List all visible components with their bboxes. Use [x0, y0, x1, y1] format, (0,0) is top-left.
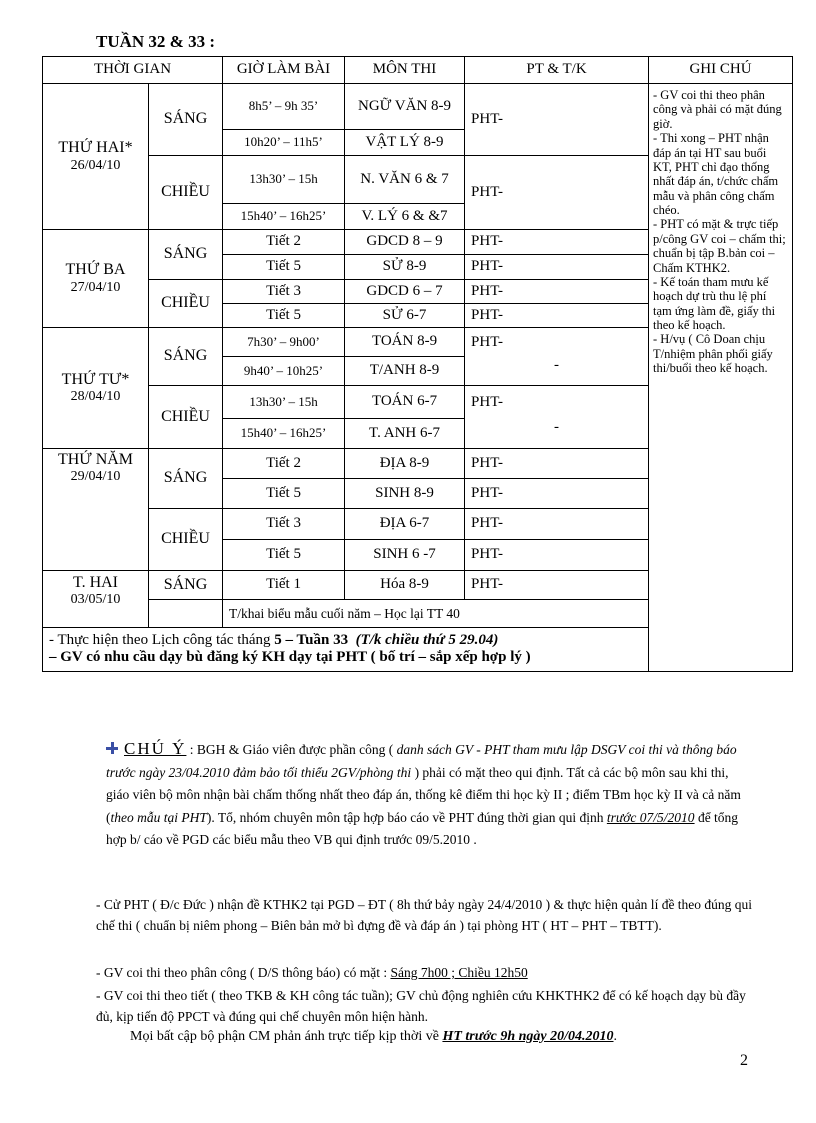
plus-bullet-icon	[106, 742, 118, 754]
time-cell: Tiết 3	[223, 280, 345, 304]
subject-cell: SỬ 6-7	[345, 304, 465, 328]
chu-y-label: CHÚ Ý	[124, 739, 187, 758]
pt-cell: PHT-	[465, 540, 649, 571]
subject-cell: N. VĂN 6 & 7	[345, 156, 465, 204]
pt-cell: PHT-	[465, 84, 649, 156]
pt-cell: PHT-	[465, 156, 649, 230]
footer-line-1: - Thực hiện theo Lịch công tác tháng 5 – Tuần 33 (T/k chiều thứ 5 29.04)	[49, 632, 499, 648]
session-cell: SÁNG	[149, 449, 223, 509]
subject-cell: NGỮ VĂN 8-9	[345, 84, 465, 130]
subject-cell: V. LÝ 6 & &7	[345, 204, 465, 230]
header-subject: MÔN THI	[345, 57, 465, 84]
footer-cell	[43, 628, 649, 672]
note-item: - PHT có mặt & trực tiếp p/công GV coi – chấm thi; chuẩn bị tập B.bản coi –Chấm KTHK2.	[653, 217, 786, 275]
table-header-row	[43, 57, 793, 84]
session-cell: CHIỀU	[149, 509, 223, 571]
pt-cell: -	[465, 357, 649, 386]
session-cell: SÁNG	[149, 571, 223, 600]
note-paragraph-makeup: - GV coi thi theo tiết ( theo TKB & KH công tác tuần); GV chủ động nghiên cứu KHKTHK2 để có kế hoạch dạy bù đầy đủ, kịp tiến độ PPCT và đúng qui chế chuyên môn hiện hành.	[96, 988, 746, 1024]
note-paragraph-report: Mọi bất cập bộ phận CM phản ánh trực tiếp kịp thời về HT trước 9h ngày 20/04.2010.	[130, 1029, 618, 1044]
time-cell: 15h40’ – 16h25’	[223, 204, 345, 230]
time-cell: Tiết 5	[223, 540, 345, 571]
header-pt: PT & T/K	[465, 57, 649, 84]
time-cell: 9h40’ – 10h25’	[223, 357, 345, 386]
pt-cell: PHT-	[465, 449, 649, 479]
page-number: 2	[740, 1052, 748, 1069]
session-cell: CHIỀU	[149, 280, 223, 328]
pt-cell: PHT-	[465, 571, 649, 600]
note-paragraph-exam-papers: - Cử PHT ( Đ/c Đức ) nhận đề KTHK2 tại PGD – ĐT ( 8h thứ bảy ngày 24/4/2010 ) & thực hiện quản lí đề theo đúng qui chế thi ( chuẩn bị niêm phong – Biên bản mở bì đựng đề và đáp án ) tại phòng HT ( HT – PHT – TBTT).	[96, 897, 753, 933]
table-row	[43, 84, 793, 130]
time-cell: Tiết 2	[223, 449, 345, 479]
extra-task-cell: T/khai biểu mẫu cuối năm – Học lại TT 40	[223, 600, 649, 628]
header-time: THỜI GIAN	[43, 57, 223, 84]
subject-cell: TOÁN 8-9	[345, 328, 465, 357]
subject-cell: VẬT LÝ 8-9	[345, 130, 465, 156]
time-cell: Tiết 2	[223, 230, 345, 255]
footer-line-2: – GV có nhu cầu dạy bù đăng ký KH dạy tại PHT ( bố trí – sắp xếp hợp lý )	[49, 649, 531, 666]
session-cell: CHIỀU	[149, 386, 223, 449]
day-cell: THỨ TƯ* 28/04/10	[43, 328, 149, 449]
time-cell: Tiết 5	[223, 255, 345, 280]
subject-cell: SINH 6 -7	[345, 540, 465, 571]
session-cell: SÁNG	[149, 230, 223, 280]
time-cell: 15h40’ – 16h25’	[223, 419, 345, 449]
time-cell: 13h30’ – 15h	[223, 156, 345, 204]
subject-cell: T. ANH 6-7	[345, 419, 465, 449]
pt-cell: PHT-	[465, 280, 649, 304]
exam-schedule-table	[42, 56, 793, 672]
pt-cell: PHT-	[465, 386, 649, 419]
time-cell: 10h20’ – 11h5’	[223, 130, 345, 156]
notes-cell	[649, 84, 793, 672]
subject-cell: GDCD 8 – 9	[345, 230, 465, 255]
header-note: GHI CHÚ	[649, 57, 793, 84]
note-item: - GV coi thi theo phân công và phải có mặt đúng giờ.	[653, 88, 782, 131]
pt-cell: -	[465, 419, 649, 449]
pt-cell: PHT-	[465, 255, 649, 280]
time-cell: Tiết 3	[223, 509, 345, 540]
session-cell: CHIỀU	[149, 156, 223, 230]
session-cell-empty	[149, 600, 223, 628]
subject-cell: GDCD 6 – 7	[345, 280, 465, 304]
pt-cell: PHT-	[465, 230, 649, 255]
time-cell: 8h5’ – 9h 35’	[223, 84, 345, 130]
time-cell: Tiết 5	[223, 479, 345, 509]
header-duration: GIỜ LÀM BÀI	[223, 57, 345, 84]
note-item: - Thi xong – PHT nhận đáp án tại HT sau buổi KT, PHT chỉ đạo thống nhất đáp án, t/chức chấm mẫu và phân công chấm chéo.	[653, 131, 779, 217]
time-cell: 13h30’ – 15h	[223, 386, 345, 419]
subject-cell: T/ANH 8-9	[345, 357, 465, 386]
time-cell: Tiết 1	[223, 571, 345, 600]
note-item: - H/vụ ( Cô Doan chịu T/nhiệm phân phối giấy thi/buổi theo kế hoạch.	[653, 332, 773, 376]
day-cell: THỨ HAI* 26/04/10	[43, 84, 149, 230]
pt-cell: PHT-	[465, 328, 649, 357]
pt-cell: PHT-	[465, 304, 649, 328]
pt-cell: PHT-	[465, 509, 649, 540]
subject-cell: ĐỊA 8-9	[345, 449, 465, 479]
session-cell: SÁNG	[149, 328, 223, 386]
note-item: - Kế toán tham mưu kế hoạch dự trù thu lệ phí tạm ứng làm đề, giấy thi theo kế hoạch.	[653, 274, 776, 332]
page-heading: TUẦN 32 & 33 :	[96, 32, 215, 51]
day-cell: THỨ BA 27/04/10	[43, 230, 149, 328]
pt-cell: PHT-	[465, 479, 649, 509]
day-cell: T. HAI 03/05/10	[43, 571, 149, 628]
subject-cell: ĐỊA 6-7	[345, 509, 465, 540]
day-cell: THỨ NĂM 29/04/10	[43, 449, 149, 571]
subject-cell: TOÁN 6-7	[345, 386, 465, 419]
subject-cell: SINH 8-9	[345, 479, 465, 509]
note-paragraph-attendance: - GV coi thi theo phân công ( D/S thông báo) có mặt : Sáng 7h00 ; Chiều 12h50	[96, 965, 528, 980]
chu-y-paragraph: CHÚ Ý : BGH & Giáo viên được phần công ( danh sách GV - PHT tham mưu lập DSGV coi thi và thông báo trước ngày 23/04.2010 đảm bảo tối thiểu 2GV/phòng thi ) phải có mặt theo qui định. Tất cả các bộ môn sau khi thi, giáo viên bộ môn nhận bài chấm thống nhất theo đáp án, thống kê điểm thi học kỳ II ; điểm TBm học kỳ II và cả năm (theo mẫu tại PHT). Tổ, nhóm chuyên môn tập hợp báo cáo về PHT đúng thời gian qui định trước 07/5/2010 để tổng hợp b/ cáo về PGD các biểu mẫu theo VB qui định trước 09/5.2010 .	[106, 739, 741, 847]
subject-cell: SỬ 8-9	[345, 255, 465, 280]
session-cell: SÁNG	[149, 84, 223, 156]
time-cell: 7h30’ – 9h00’	[223, 328, 345, 357]
time-cell: Tiết 5	[223, 304, 345, 328]
subject-cell: Hóa 8-9	[345, 571, 465, 600]
